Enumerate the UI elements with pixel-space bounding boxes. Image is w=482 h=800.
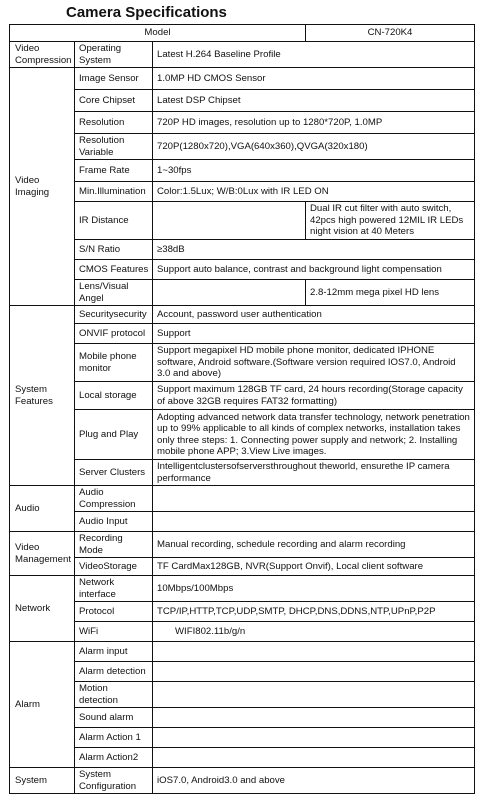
category-cell: Alarm xyxy=(10,642,75,768)
value-cell: 2.8-12mm mega pixel HD lens xyxy=(306,280,475,306)
table-row xyxy=(10,748,475,768)
table-row xyxy=(10,182,475,202)
value-cell: 10Mbps/100Mbps xyxy=(153,576,475,602)
table-row xyxy=(10,134,475,160)
table-row xyxy=(10,260,475,280)
value-cell: Latest DSP Chipset xyxy=(153,90,475,112)
label-cell: Protocol xyxy=(75,602,153,622)
value-cell: ≥38dB xyxy=(153,240,475,260)
table-row xyxy=(10,576,475,602)
value-cell xyxy=(153,748,475,768)
table-row xyxy=(10,306,475,324)
label-cell: Recording Mode xyxy=(75,532,153,558)
value-cell: Dual IR cut filter with auto switch, 42pcs high powered 12MIL IR LEDs night vision at 40 Meters xyxy=(306,202,475,240)
table-row xyxy=(10,708,475,728)
label-cell: Plug and Play xyxy=(75,410,153,460)
table-row xyxy=(10,622,475,642)
value-cell: 720P(1280x720),VGA(640x360),QVGA(320x180) xyxy=(153,134,475,160)
table-row xyxy=(10,728,475,748)
category-cell: Video Compression xyxy=(10,42,75,68)
value-cell: Adopting advanced network data transfer technology, network penetration up to 99% applicable to all kinds of complex networks, installation takes only three steps: 1. Connecting power supply and network; 2. Installing mobile phone APP; 3.View Live images. xyxy=(153,410,475,460)
value-cell: Intelligentclustersofserversthroughout theworld, ensurethe IP camera performance xyxy=(153,460,475,486)
category-cell: System xyxy=(10,768,75,794)
category-cell: Audio xyxy=(10,486,75,532)
value-cell xyxy=(153,728,475,748)
value-cell xyxy=(153,486,475,512)
value-cell: Color:1.5Lux; W/B:0Lux with IR LED ON xyxy=(153,182,475,202)
label-cell: IR Distance xyxy=(75,202,153,240)
table-row xyxy=(10,25,475,42)
model-value: CN-720K4 xyxy=(306,25,475,42)
value-cell: Manual recording, schedule recording and alarm recording xyxy=(153,532,475,558)
table-row xyxy=(10,460,475,486)
model-label: Model xyxy=(10,25,306,42)
empty-cell xyxy=(153,280,306,306)
label-cell: Operating System xyxy=(75,42,153,68)
table-row xyxy=(10,410,475,460)
label-cell: Resolution Variable xyxy=(75,134,153,160)
category-cell: Video Imaging xyxy=(10,68,75,306)
label-cell: System Configuration xyxy=(75,768,153,794)
value-cell: 720P HD images, resolution up to 1280*720P, 1.0MP xyxy=(153,112,475,134)
label-cell: Mobile phone monitor xyxy=(75,344,153,382)
category-cell: Video Management xyxy=(10,532,75,576)
table-row xyxy=(10,324,475,344)
value-cell xyxy=(153,512,475,532)
value-cell: Latest H.264 Baseline Profile xyxy=(153,42,475,68)
value-cell: WIFI802.11b/g/n xyxy=(153,622,475,642)
table-row xyxy=(10,240,475,260)
table-row xyxy=(10,280,475,306)
category-cell: System Features xyxy=(10,306,75,486)
table-row xyxy=(10,602,475,622)
label-cell: CMOS Features xyxy=(75,260,153,280)
label-cell: Frame Rate xyxy=(75,160,153,182)
page-title: Camera Specifications xyxy=(66,4,227,21)
table-row xyxy=(10,202,475,240)
label-cell: VideoStorage xyxy=(75,558,153,576)
value-cell: Account, password user authentication xyxy=(153,306,475,324)
value-cell xyxy=(153,662,475,682)
label-cell: Image Sensor xyxy=(75,68,153,90)
label-cell: Network interface xyxy=(75,576,153,602)
table-row xyxy=(10,344,475,382)
value-cell: iOS7.0, Android3.0 and above xyxy=(153,768,475,794)
table-row xyxy=(10,68,475,90)
label-cell: Lens/Visual Angel xyxy=(75,280,153,306)
table-row xyxy=(10,112,475,134)
label-cell: Server Clusters xyxy=(75,460,153,486)
table-row xyxy=(10,532,475,558)
table-row xyxy=(10,558,475,576)
label-cell: Audio Input xyxy=(75,512,153,532)
label-cell: Core Chipset xyxy=(75,90,153,112)
label-cell: Alarm detection xyxy=(75,662,153,682)
label-cell: Securitysecurity xyxy=(75,306,153,324)
value-cell xyxy=(153,642,475,662)
label-cell: Alarm input xyxy=(75,642,153,662)
label-cell: S/N Ratio xyxy=(75,240,153,260)
empty-cell xyxy=(153,202,306,240)
spec-table xyxy=(9,24,475,794)
table-row xyxy=(10,486,475,512)
table-row xyxy=(10,682,475,708)
label-cell: Audio Compression xyxy=(75,486,153,512)
table-row xyxy=(10,662,475,682)
table-row xyxy=(10,382,475,410)
value-cell: Support xyxy=(153,324,475,344)
table-row xyxy=(10,160,475,182)
table-row xyxy=(10,768,475,794)
table-row xyxy=(10,512,475,532)
value-cell xyxy=(153,682,475,708)
value-cell xyxy=(153,708,475,728)
table-row xyxy=(10,90,475,112)
value-cell: Support auto balance, contrast and background light compensation xyxy=(153,260,475,280)
value-cell: Support megapixel HD mobile phone monitor, dedicated IPHONE software, Android software.(Software version required IOS7.0, Android 3.0 and above) xyxy=(153,344,475,382)
label-cell: Motion detection xyxy=(75,682,153,708)
label-cell: Local storage xyxy=(75,382,153,410)
label-cell: WiFi xyxy=(75,622,153,642)
category-cell: Network xyxy=(10,576,75,642)
value-cell: 1~30fps xyxy=(153,160,475,182)
label-cell: Alarm Action 1 xyxy=(75,728,153,748)
value-cell: TCP/IP,HTTP,TCP,UDP,SMTP, DHCP,DNS,DDNS,NTP,UPnP,P2P xyxy=(153,602,475,622)
label-cell: Sound alarm xyxy=(75,708,153,728)
value-cell: Support maximum 128GB TF card, 24 hours recording(Storage capacity of above 32GB requires FAT32 formatting) xyxy=(153,382,475,410)
label-cell: Min.Illumination xyxy=(75,182,153,202)
value-cell: TF CardMax128GB, NVR(Support Onvif), Local client software xyxy=(153,558,475,576)
table-row xyxy=(10,42,475,68)
label-cell: Alarm Action2 xyxy=(75,748,153,768)
value-cell: 1.0MP HD CMOS Sensor xyxy=(153,68,475,90)
label-cell: Resolution xyxy=(75,112,153,134)
table-row xyxy=(10,642,475,662)
label-cell: ONVIF protocol xyxy=(75,324,153,344)
